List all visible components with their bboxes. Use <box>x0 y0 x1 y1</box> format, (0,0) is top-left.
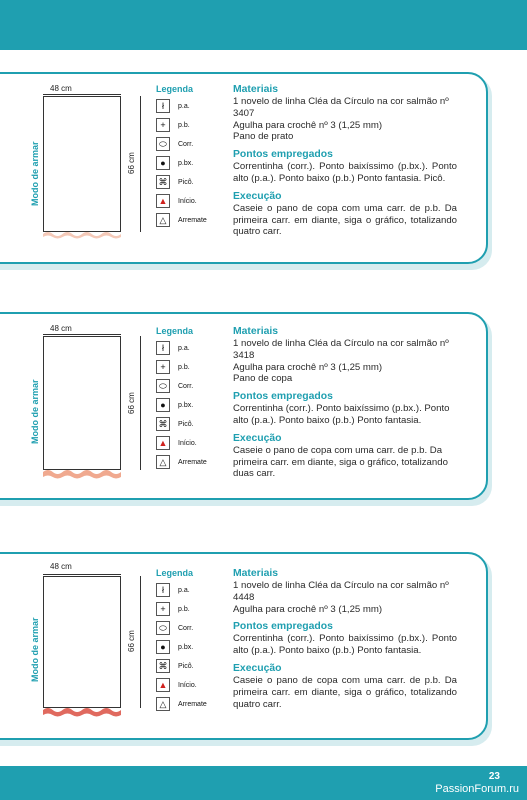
legend-item <box>156 396 226 414</box>
oval-chain-icon: ⬭ <box>156 379 170 393</box>
legend-label: Arremate <box>178 458 207 466</box>
legend-label: Picô. <box>178 662 194 670</box>
legend-item <box>156 453 226 471</box>
outline-triangle-icon: △ <box>156 213 170 227</box>
legend-item <box>156 600 226 618</box>
materials-heading: Materiais <box>233 326 279 337</box>
legend-item <box>156 97 226 115</box>
card-text <box>233 326 457 486</box>
legend-title: Legenda <box>156 568 194 578</box>
material-item: 1 novelo de linha Cléa da Círculo na cor salmão nº 3418 <box>233 338 449 361</box>
legend-label: p.a. <box>178 344 190 352</box>
height-label: 66 cm <box>127 392 136 414</box>
dot-icon: ● <box>156 398 170 412</box>
material-item: Pano de prato <box>233 131 294 143</box>
stitches-text: Correntinha (corr.). Ponto baixíssimo (p.bx.). Ponto alto (p.a.). Ponto baixo (p.b.) Ponto fantasia. Picô. <box>233 161 457 184</box>
legend-label: p.b. <box>178 605 190 613</box>
execution-text: Caseie o pano de copa com uma carr. de p.b. Da primeira carr. em diante, siga o gráfico, totalizando quatro carr. <box>233 674 457 710</box>
cloth-rectangle <box>43 96 121 232</box>
materials-heading: Materiais <box>233 84 279 95</box>
height-label: 66 cm <box>127 630 136 652</box>
legend-item <box>156 135 226 153</box>
legend-label: p.b. <box>178 121 190 129</box>
legend-item <box>156 638 226 656</box>
watermark: PassionForum.ru <box>435 783 519 795</box>
legend-label: Arremate <box>178 216 207 224</box>
height-dimension-line <box>140 576 141 708</box>
execution-text: Caseie o pano de copa com uma carr. de p.b. Da primeira carr. em diante, siga o gráfico, totalizando duas carr. <box>233 444 448 480</box>
execution-heading: Execução <box>233 432 282 444</box>
red-triangle-icon: ▲ <box>156 436 170 450</box>
modo-de-armar-label: Modo de armar <box>30 141 40 206</box>
height-dimension-line <box>140 336 141 470</box>
plus-symbol-icon: + <box>156 118 170 132</box>
cloth-rectangle <box>43 336 121 470</box>
pattern-card-3 <box>0 552 488 740</box>
height-label: 66 cm <box>127 152 136 174</box>
material-item: Agulha para crochê nº 3 (1,25 mm) <box>233 603 383 615</box>
card-text <box>233 568 457 716</box>
legend-title: Legenda <box>156 326 194 336</box>
red-triangle-icon: ▲ <box>156 194 170 208</box>
legend-item <box>156 434 226 452</box>
legend-label: p.bx. <box>178 159 194 167</box>
legend-item <box>156 116 226 134</box>
outline-triangle-icon: △ <box>156 697 170 711</box>
legend-title: Legenda <box>156 84 194 94</box>
picot-icon: ⌘ <box>156 659 170 673</box>
material-item: Agulha para crochê nº 3 (1,25 mm) <box>233 119 383 131</box>
legend-item <box>156 657 226 675</box>
outline-triangle-icon: △ <box>156 455 170 469</box>
execution-text: Caseie o pano de copa com uma carr. de p.b. Da primeira carr. em diante, siga o gráfico, totalizando quatro carr. <box>233 202 457 238</box>
picot-icon: ⌘ <box>156 417 170 431</box>
width-dimension-line <box>43 574 121 575</box>
picot-icon: ⌘ <box>156 175 170 189</box>
width-dimension-line <box>43 94 121 95</box>
legend-label: Início. <box>178 439 197 447</box>
width-label: 48 cm <box>50 324 72 333</box>
legend-item <box>156 192 226 210</box>
crochet-trim <box>43 706 121 718</box>
legend-label: Picô. <box>178 178 194 186</box>
legend-label: p.a. <box>178 586 190 594</box>
dot-icon: ● <box>156 156 170 170</box>
legend-2 <box>156 326 226 472</box>
legend-3 <box>156 568 226 714</box>
execution-heading: Execução <box>233 662 282 674</box>
legend-item <box>156 211 226 229</box>
stitches-heading: Pontos empregados <box>233 621 333 633</box>
oval-chain-icon: ⬭ <box>156 137 170 151</box>
stitches-text: Correntinha (corr.). Ponto baixíssimo (p.bx.). Ponto alto (p.a.). Ponto baixo (p.b.) Ponto fantasia. <box>233 633 457 657</box>
execution-heading: Execução <box>233 190 282 202</box>
plus-symbol-icon: + <box>156 602 170 616</box>
legend-item <box>156 581 226 599</box>
oval-chain-icon: ⬭ <box>156 621 170 635</box>
width-dimension-line <box>43 334 121 335</box>
dot-icon: ● <box>156 640 170 654</box>
plus-symbol-icon: + <box>156 360 170 374</box>
height-dimension-line <box>140 96 141 232</box>
diagram-2 <box>0 314 136 498</box>
top-header-band <box>0 0 527 50</box>
legend-label: Arremate <box>178 700 207 708</box>
material-item: Pano de copa <box>233 373 293 385</box>
pattern-card-1 <box>0 72 488 264</box>
legend-label: Corr. <box>178 140 194 148</box>
legend-label: Início. <box>178 681 197 689</box>
stitches-text: Correntinha (corr.). Ponto baixíssimo (p.bx.). Ponto alto (p.a.). Ponto baixo (p.b.) Ponto fantasia. <box>233 403 450 426</box>
legend-label: Picô. <box>178 420 194 428</box>
modo-de-armar-label: Modo de armar <box>30 379 40 444</box>
legend-label: p.bx. <box>178 643 194 651</box>
materials-heading: Materiais <box>233 568 279 579</box>
treble-crochet-symbol-icon: ł <box>156 99 170 113</box>
legend-item <box>156 676 226 694</box>
legend-item <box>156 415 226 433</box>
legend-item <box>156 619 226 637</box>
legend-item <box>156 377 226 395</box>
bottom-footer-band <box>0 766 527 800</box>
crochet-trim <box>43 230 121 240</box>
treble-crochet-symbol-icon: ł <box>156 583 170 597</box>
material-item: Agulha para crochê nº 3 (1,25 mm) <box>233 361 383 373</box>
pattern-card-2 <box>0 312 488 500</box>
diagram-3 <box>0 554 136 738</box>
legend-1 <box>156 84 226 230</box>
legend-item <box>156 358 226 376</box>
card-text <box>233 84 457 244</box>
material-item: 1 novelo de linha Cléa da Círculo na cor salmão nº 4448 <box>233 580 449 603</box>
modo-de-armar-label: Modo de armar <box>30 617 40 682</box>
stitches-heading: Pontos empregados <box>233 391 333 403</box>
legend-label: Corr. <box>178 624 194 632</box>
red-triangle-icon: ▲ <box>156 678 170 692</box>
cloth-rectangle <box>43 576 121 708</box>
legend-label: p.a. <box>178 102 190 110</box>
legend-item <box>156 695 226 713</box>
material-item: 1 novelo de linha Cléa da Círculo na cor salmão nº 3407 <box>233 96 449 119</box>
legend-label: p.bx. <box>178 401 194 409</box>
legend-item <box>156 339 226 357</box>
page-number: 23 <box>488 771 500 782</box>
crochet-trim <box>43 468 121 480</box>
legend-label: p.b. <box>178 363 190 371</box>
treble-crochet-symbol-icon: ł <box>156 341 170 355</box>
legend-label: Corr. <box>178 382 194 390</box>
legend-item <box>156 154 226 172</box>
width-label: 48 cm <box>50 84 72 93</box>
legend-item <box>156 173 226 191</box>
legend-label: Início. <box>178 197 197 205</box>
stitches-heading: Pontos empregados <box>233 149 333 161</box>
diagram-1 <box>0 74 136 262</box>
width-label: 48 cm <box>50 562 72 571</box>
